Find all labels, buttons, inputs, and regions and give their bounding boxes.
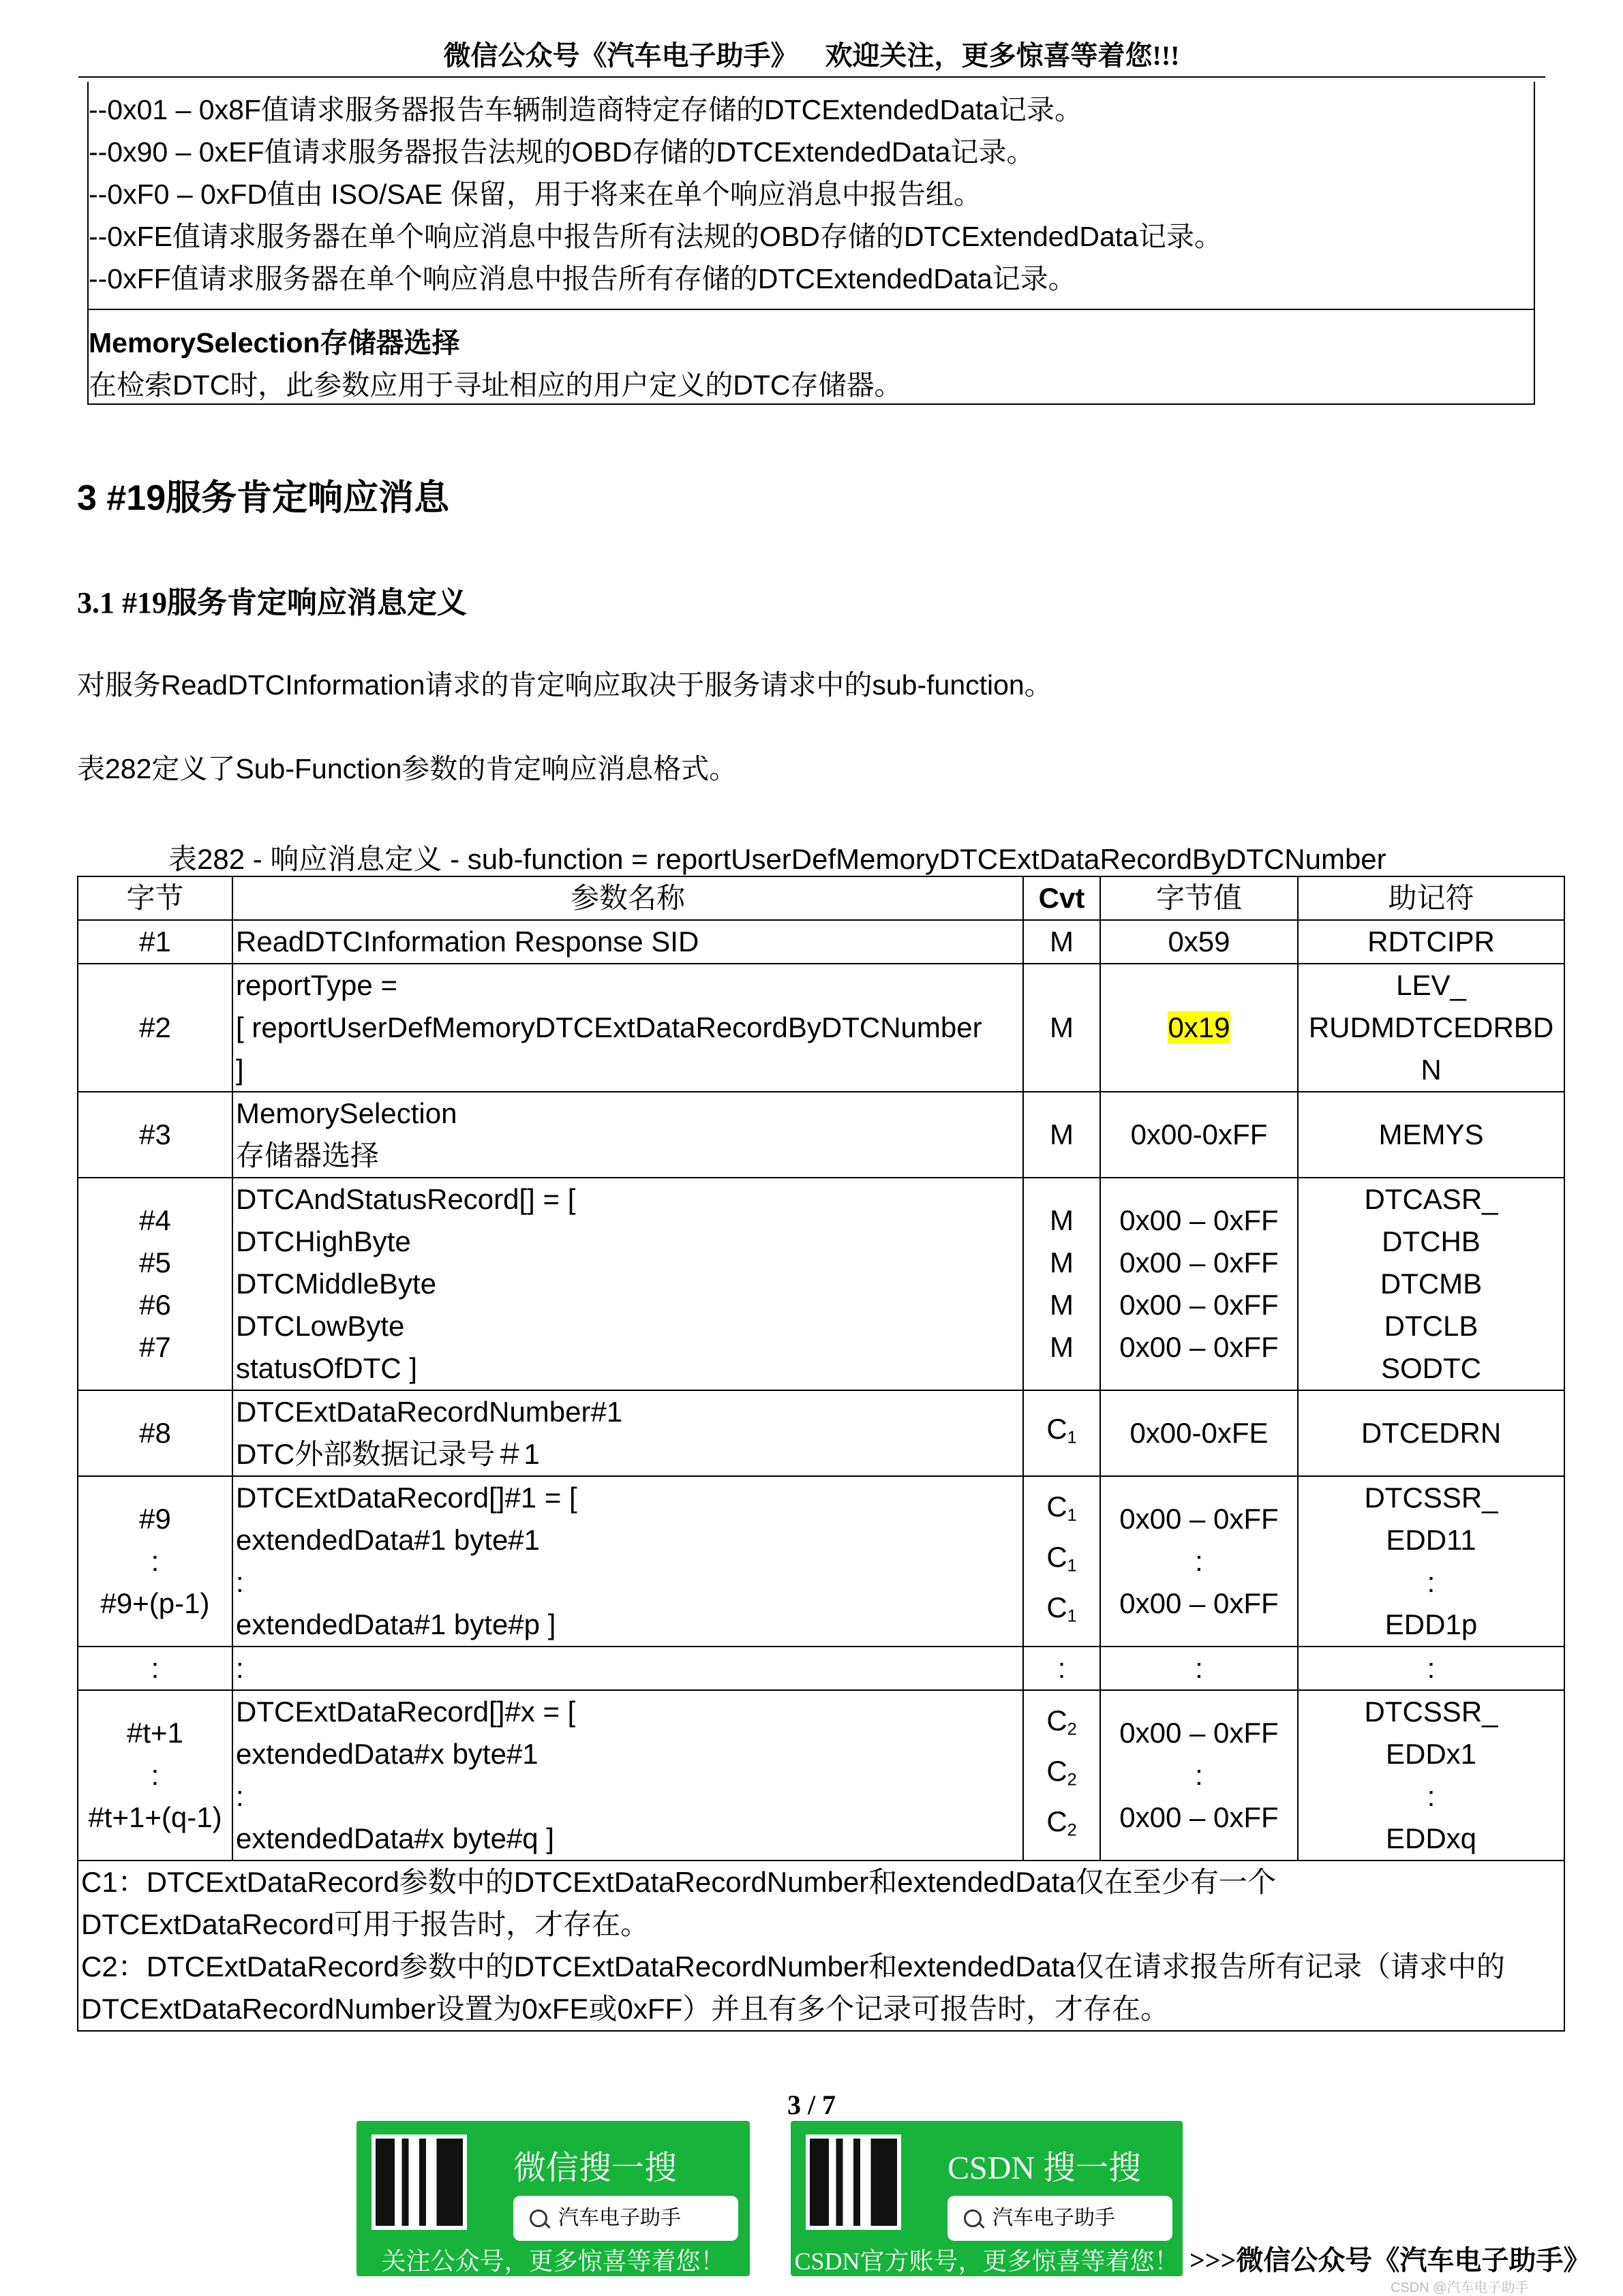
name-line: extendedData#x byte#q ]: [236, 1822, 555, 1854]
cell-byte: [78, 964, 232, 1092]
header-cell: Cvt: [1023, 876, 1100, 920]
header-cell: 字节值: [1100, 876, 1298, 920]
cvt-line: [1027, 1408, 1097, 1458]
table-row: [78, 1178, 1564, 1390]
wechat-banner[interactable]: [357, 2121, 750, 2276]
cell-mnemonic: [1298, 1690, 1564, 1861]
top-line: --0xFE值请求服务器在单个响应消息中报告所有法规的OBD存储的DTCExtendedData记录。: [89, 221, 1222, 252]
mnemonic-line: DTCLB: [1384, 1310, 1478, 1342]
subsection-heading: 3.1 #19服务肯定响应消息定义: [77, 586, 467, 619]
cell-byte: [78, 1178, 232, 1390]
name-line: reportType =: [236, 969, 397, 1001]
cell-name: [232, 1647, 1023, 1690]
cvt-letter: C: [1046, 1805, 1067, 1838]
cvt-line: [1027, 1536, 1097, 1587]
wechat-footer-text: 关注公众号，更多惊喜等着您！: [381, 2248, 725, 2275]
wechat-search-box[interactable]: [513, 2196, 738, 2241]
value-line: 0x00 – 0xFF: [1119, 1587, 1279, 1619]
name-line: DTCMiddleByte: [236, 1268, 437, 1300]
csdn-title: CSDN 搜一搜: [947, 2150, 1142, 2186]
cell-value: [1100, 1178, 1298, 1390]
cvt-line: M: [1050, 1246, 1074, 1279]
cell-value: [1100, 1647, 1298, 1690]
cvt-subscript: 2: [1067, 1770, 1077, 1790]
name-line: ReadDTCInformation Response SID: [236, 925, 699, 958]
value-line: 0x00 – 0xFF: [1119, 1331, 1279, 1363]
value-line: 0x00 – 0xFF: [1119, 1204, 1279, 1236]
search-icon: [964, 2209, 982, 2227]
top-line: --0x01 – 0x8F值请求服务器报告车辆制造商特定存储的DTCExtendedData记录。: [89, 94, 1083, 125]
cvt-line: [1027, 1700, 1097, 1750]
byte-line: #t+1+(q-1): [88, 1801, 222, 1833]
mnemonic-line: :: [1427, 1780, 1436, 1812]
cvt-subscript: 2: [1067, 1820, 1077, 1840]
page-number: 3 / 7: [787, 2090, 836, 2120]
note-line: DTCExtDataRecord可用于报告时，才存在。: [81, 1908, 650, 1940]
name-line: [ reportUserDefMemoryDTCExtDataRecordByDTCNumber: [236, 1011, 982, 1043]
cell-value: [1100, 1690, 1298, 1861]
table-caption: 表282 - 响应消息定义 - sub-function = reportUserDefMemoryDTCExtDataRecordByDTCNumber: [168, 843, 1386, 875]
cell-value: [1100, 1092, 1298, 1178]
header-cell: 参数名称: [232, 876, 1023, 920]
top-line: --0xFF值请求服务器在单个响应消息中报告所有存储的DTCExtendedData记录。: [89, 263, 1076, 294]
value-line: :: [1195, 1652, 1203, 1684]
name-line: DTCHighByte: [236, 1225, 411, 1257]
cell-name: [232, 964, 1023, 1092]
byte-line: #8: [139, 1417, 171, 1449]
box-separator: [89, 309, 1534, 310]
cell-cvt: [1023, 920, 1100, 964]
name-line: DTCAndStatusRecord[] = [: [236, 1183, 576, 1215]
byte-line: #5: [139, 1246, 171, 1279]
mnemonic-line: DTCHB: [1382, 1225, 1481, 1257]
mnemonic-line: MEMYS: [1378, 1118, 1484, 1150]
cvt-line: M: [1050, 1289, 1074, 1321]
cell-name: [232, 1178, 1023, 1390]
mnemonic-line: :: [1427, 1652, 1436, 1684]
mnemonic-line: SODTC: [1381, 1352, 1481, 1384]
name-line: ]: [236, 1054, 244, 1086]
carry-over-box: [87, 82, 1535, 405]
cell-name: [232, 1390, 1023, 1476]
value-line: :: [1195, 1545, 1203, 1577]
cell-value: [1100, 920, 1298, 964]
table-row: [78, 920, 1564, 964]
qr-code-icon: [806, 2134, 901, 2230]
section-heading: 3 #19服务肯定响应消息: [77, 478, 450, 518]
byte-line: #2: [139, 1011, 171, 1043]
table-row: [78, 1690, 1564, 1861]
table-row: [78, 1647, 1564, 1690]
value-line: 0x00 – 0xFF: [1119, 1801, 1279, 1833]
cell-value: [1100, 1476, 1298, 1647]
mnemonic-line: RUDMDTCEDRBD: [1308, 1011, 1554, 1043]
byte-line: #6: [139, 1289, 171, 1321]
search-text: 汽车电子助手: [558, 2207, 681, 2229]
mnemonic-line: EDD1p: [1384, 1608, 1478, 1640]
mnemonic-line: DTCEDRN: [1361, 1417, 1502, 1449]
cell-mnemonic: [1298, 1476, 1564, 1647]
search-icon: [530, 2209, 547, 2227]
value-line: :: [1195, 1759, 1203, 1791]
name-line: extendedData#1 byte#p ]: [236, 1608, 556, 1640]
header-cell: 助记符: [1298, 876, 1564, 920]
cvt-subscript: 1: [1067, 1606, 1077, 1626]
csdn-banner[interactable]: [791, 2121, 1183, 2276]
byte-line: #9+(p-1): [100, 1587, 210, 1619]
memory-selection-desc: 在检索DTC时，此参数应用于寻址相应的用户定义的DTC存储器。: [89, 369, 902, 401]
cell-name: [232, 1690, 1023, 1861]
memory-selection-title: MemorySelection存储器选择: [89, 327, 460, 358]
cvt-letter: C: [1046, 1490, 1067, 1522]
value-line: 0x00 – 0xFF: [1119, 1246, 1279, 1279]
byte-line: #1: [139, 925, 171, 958]
name-line: :: [236, 1566, 244, 1598]
name-line: extendedData#1 byte#1: [236, 1524, 541, 1556]
name-line: 存储器选择: [236, 1139, 380, 1172]
footer-wechat-link: >>>微信公众号《汽车电子助手》: [1189, 2245, 1591, 2276]
name-line: DTCExtDataRecordNumber#1: [236, 1396, 623, 1428]
wechat-title: 微信搜一搜: [513, 2150, 678, 2186]
value-line: 0x00 – 0xFF: [1119, 1503, 1279, 1535]
header-rule: [78, 76, 1545, 78]
byte-line: #9: [139, 1503, 171, 1535]
cell-name: [232, 1476, 1023, 1647]
csdn-search-box[interactable]: [947, 2196, 1172, 2241]
cvt-line: :: [1057, 1652, 1066, 1684]
mnemonic-line: EDDx1: [1385, 1738, 1477, 1770]
cvt-letter: C: [1046, 1540, 1067, 1573]
cvt-letter: C: [1046, 1412, 1067, 1445]
byte-line: #4: [139, 1204, 171, 1236]
table-body: [78, 920, 1564, 1861]
note-line: C2：DTCExtDataRecord参数中的DTCExtDataRecordNumber和extendedData仅在请求报告所有记录（请求中的: [81, 1950, 1505, 1983]
csdn-footer-text: CSDN官方账号，更多惊喜等着您！: [794, 2248, 1179, 2275]
mnemonic-line: DTCSSR_: [1364, 1482, 1498, 1514]
watermark: CSDN @汽车电子助手: [1391, 2280, 1529, 2295]
cvt-line: [1027, 1801, 1097, 1851]
value-line: 0x00-0xFE: [1129, 1417, 1269, 1449]
page-header: 微信公众号《汽车电子助手》 欢迎关注，更多惊喜等着您!!!: [443, 40, 1180, 71]
cvt-line: M: [1050, 1204, 1074, 1236]
cell-byte: [78, 1092, 232, 1178]
cvt-subscript: 1: [1067, 1505, 1077, 1525]
byte-line: :: [151, 1652, 160, 1684]
table-row: [78, 964, 1564, 1092]
paragraph: 表282定义了Sub-Function参数的肯定响应消息格式。: [77, 753, 738, 784]
cell-cvt: [1023, 1690, 1100, 1861]
name-line: statusOfDTC ]: [236, 1352, 418, 1384]
cell-cvt: [1023, 1092, 1100, 1178]
cell-mnemonic: [1298, 1647, 1564, 1690]
name-line: DTCExtDataRecord[]#x = [: [236, 1696, 576, 1728]
cvt-subscript: 1: [1067, 1428, 1077, 1448]
cell-mnemonic: [1298, 1390, 1564, 1476]
byte-line: :: [151, 1545, 160, 1577]
cell-cvt: [1023, 1647, 1100, 1690]
paragraph: 对服务ReadDTCInformation请求的肯定响应取决于服务请求中的sub-function。: [77, 669, 1052, 701]
cvt-line: M: [1050, 925, 1074, 958]
value-line: 0x00-0xFF: [1130, 1118, 1268, 1150]
cell-byte: [78, 1476, 232, 1647]
cell-mnemonic: [1298, 1092, 1564, 1178]
name-line: MemorySelection: [236, 1097, 457, 1129]
cell-byte: [78, 1647, 232, 1690]
name-line: DTCLowByte: [236, 1310, 405, 1342]
cell-byte: [78, 1390, 232, 1476]
mnemonic-line: RDTCIPR: [1367, 925, 1495, 958]
cvt-letter: C: [1046, 1754, 1067, 1787]
table-row: [78, 1476, 1564, 1647]
value-line: 0x00 – 0xFF: [1119, 1717, 1279, 1749]
mnemonic-line: EDDxq: [1385, 1822, 1477, 1854]
cvt-line: [1027, 1486, 1097, 1536]
mnemonic-line: :: [1427, 1566, 1436, 1598]
header-cell: 字节: [78, 876, 232, 920]
cvt-line: [1027, 1750, 1097, 1801]
mnemonic-line: EDD11: [1386, 1524, 1476, 1556]
table-row: [78, 1390, 1564, 1476]
response-message-table: [77, 876, 1565, 2032]
value-line: 0x59: [1168, 925, 1230, 958]
cell-cvt: [1023, 1390, 1100, 1476]
table-row: [78, 1092, 1564, 1178]
cell-byte: [78, 1690, 232, 1861]
cell-mnemonic: [1298, 964, 1564, 1092]
cvt-subscript: 2: [1067, 1719, 1077, 1739]
cvt-letter: C: [1046, 1704, 1067, 1736]
table-header-row: [78, 876, 1564, 920]
cvt-line: M: [1050, 1331, 1074, 1363]
mnemonic-line: DTCASR_: [1364, 1183, 1498, 1215]
name-line: :: [236, 1780, 244, 1812]
name-line: extendedData#x byte#1: [236, 1738, 539, 1770]
cvt-line: [1027, 1587, 1097, 1637]
qr-code-icon: [371, 2134, 467, 2230]
cell-name: [232, 1092, 1023, 1178]
note-line: C1：DTCExtDataRecord参数中的DTCExtDataRecordNumber和extendedData仅在至少有一个: [81, 1866, 1276, 1898]
name-line: DTC外部数据记录号＃1: [236, 1438, 540, 1470]
cell-mnemonic: [1298, 1178, 1564, 1390]
cell-cvt: [1023, 1476, 1100, 1647]
byte-line: #t+1: [127, 1717, 183, 1749]
cvt-subscript: 1: [1067, 1556, 1077, 1576]
cell-value: [1100, 964, 1298, 1092]
table-notes: [78, 1861, 1564, 2031]
top-line: --0x90 – 0xEF值请求服务器报告法规的OBD存储的DTCExtendedData记录。: [89, 136, 1035, 168]
name-line: DTCExtDataRecord[]#1 = [: [236, 1482, 577, 1514]
byte-line: #3: [139, 1118, 171, 1150]
cell-byte: [78, 920, 232, 964]
table-notes-row: [78, 1861, 1564, 2031]
highlighted-value: 0x19: [1168, 1011, 1230, 1043]
byte-line: :: [151, 1759, 160, 1791]
search-text: 汽车电子助手: [992, 2207, 1115, 2229]
cell-name: [232, 920, 1023, 964]
cell-value: [1100, 1390, 1298, 1476]
byte-line: #7: [139, 1331, 171, 1363]
note-line: DTCExtDataRecordNumber设置为0xFE或0xFF）并且有多个记录可报告时，才存在。: [81, 1993, 1170, 2025]
mnemonic-line: DTCSSR_: [1364, 1696, 1498, 1728]
mnemonic-line: DTCMB: [1380, 1268, 1483, 1300]
cell-cvt: [1023, 1178, 1100, 1390]
value-line: 0x00 – 0xFF: [1119, 1289, 1279, 1321]
cvt-line: M: [1050, 1011, 1074, 1043]
mnemonic-line: LEV_: [1396, 969, 1466, 1001]
cvt-letter: C: [1046, 1591, 1067, 1624]
cvt-line: M: [1050, 1118, 1074, 1150]
mnemonic-line: N: [1421, 1054, 1442, 1086]
cell-cvt: [1023, 964, 1100, 1092]
top-line: --0xF0 – 0xFD值由 ISO/SAE 保留，用于将来在单个响应消息中报告组。: [89, 179, 982, 210]
name-line: :: [236, 1652, 244, 1684]
cell-mnemonic: [1298, 920, 1564, 964]
value-line: [1104, 1007, 1294, 1049]
